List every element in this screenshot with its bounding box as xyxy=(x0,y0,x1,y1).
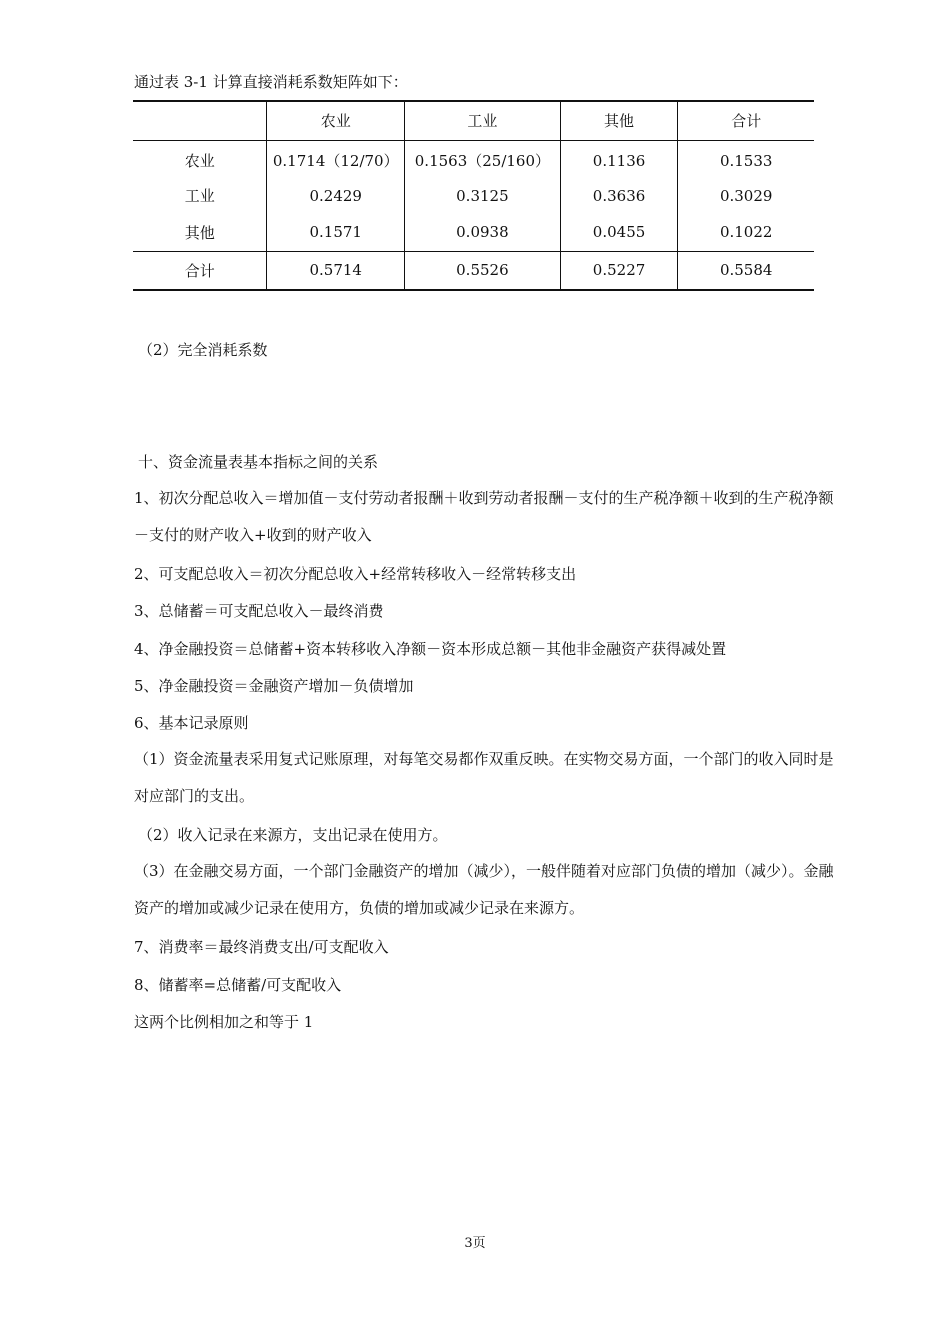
header-cell-other: 其他 xyxy=(560,101,678,140)
item-6: 6、基本记录原则 xyxy=(134,714,249,732)
item-7: 7、消费率＝最终消费支出/可支配收入 xyxy=(134,938,389,956)
table-cell: 0.2429 xyxy=(267,177,405,214)
table-total-row xyxy=(133,251,814,290)
sub-item-3: （3）在金融交易方面，一个部门金融资产的增加（减少），一般伴随着对应部门负债的增加（减少）。金融资产的增加或减少记录在使用方，负债的增加或减少记录在来源方。 xyxy=(134,862,834,917)
table-cell: 0.3029 xyxy=(719,186,773,205)
table-cell: 0.5227 xyxy=(560,251,678,290)
table-cell: 0.1563（25/160） xyxy=(405,140,561,177)
table-cell: 0.1022 xyxy=(719,223,773,242)
table-cell: 0.3125 xyxy=(405,177,561,214)
table-cell: 0.0938 xyxy=(405,214,561,251)
table-row xyxy=(133,214,814,251)
row-label: 合计 xyxy=(133,251,267,290)
item-2: 2、可支配总收入＝初次分配总收入+经常转移收入－经常转移支出 xyxy=(134,565,577,583)
row-label: 农业 xyxy=(133,140,267,177)
item-8: 8、储蓄率=总储蓄/可支配收入 xyxy=(134,976,342,994)
table-cell: 0.3636 xyxy=(560,177,678,214)
item-1: 1、初次分配总收入＝增加值－支付劳动者报酬＋收到劳动者报酬－支付的生产税净额＋收到的生产税净额－支付的财产收入+收到的财产收入 xyxy=(134,489,834,544)
table-cell: 0.1533 xyxy=(719,151,773,170)
table-cell: 0.5584 xyxy=(719,261,773,280)
table-row xyxy=(133,177,814,214)
table-cell: 0.1571 xyxy=(267,214,405,251)
table-cell: 0.5714 xyxy=(267,251,405,290)
table-cell: 0.5526 xyxy=(405,251,561,290)
item-5: 5、净金融投资＝金融资产增加－负债增加 xyxy=(134,677,414,695)
item-3: 3、总储蓄＝可支配总收入－最终消费 xyxy=(134,602,384,620)
item-4: 4、净金融投资＝总储蓄+资本转移收入净额－资本形成总额－其他非金融资产获得减处置 xyxy=(134,640,727,658)
header-cell-total: 合计 xyxy=(731,112,762,131)
table-cell: 0.1136 xyxy=(560,140,678,177)
sub-item-1: （1）资金流量表采用复式记账原理，对每笔交易都作双重反映。在实物交易方面，一个部门的收入同时是对应部门的支出。 xyxy=(134,750,834,805)
sub-item-2: （2）收入记录在来源方，支出记录在使用方。 xyxy=(138,826,448,844)
table-cell: 0.1714（12/70） xyxy=(267,140,405,177)
sum-note: 这两个比例相加之和等于 1 xyxy=(134,1013,314,1031)
row-label: 其他 xyxy=(133,214,267,251)
row-label: 工业 xyxy=(133,177,267,214)
table-row xyxy=(133,140,814,177)
table-header-row xyxy=(133,101,814,140)
direct-consumption-matrix xyxy=(133,100,814,291)
intro-text: 通过表 3-1 计算直接消耗系数矩阵如下： xyxy=(134,73,408,91)
header-cell-empty xyxy=(133,101,267,140)
section-10-title: 十、资金流量表基本指标之间的关系 xyxy=(138,453,379,471)
page-number: 3页 xyxy=(464,1236,486,1251)
table-cell: 0.0455 xyxy=(560,214,678,251)
header-cell-agriculture: 农业 xyxy=(267,101,405,140)
header-cell-industry: 工业 xyxy=(405,101,561,140)
section-2-heading: （2）完全消耗系数 xyxy=(138,341,268,359)
